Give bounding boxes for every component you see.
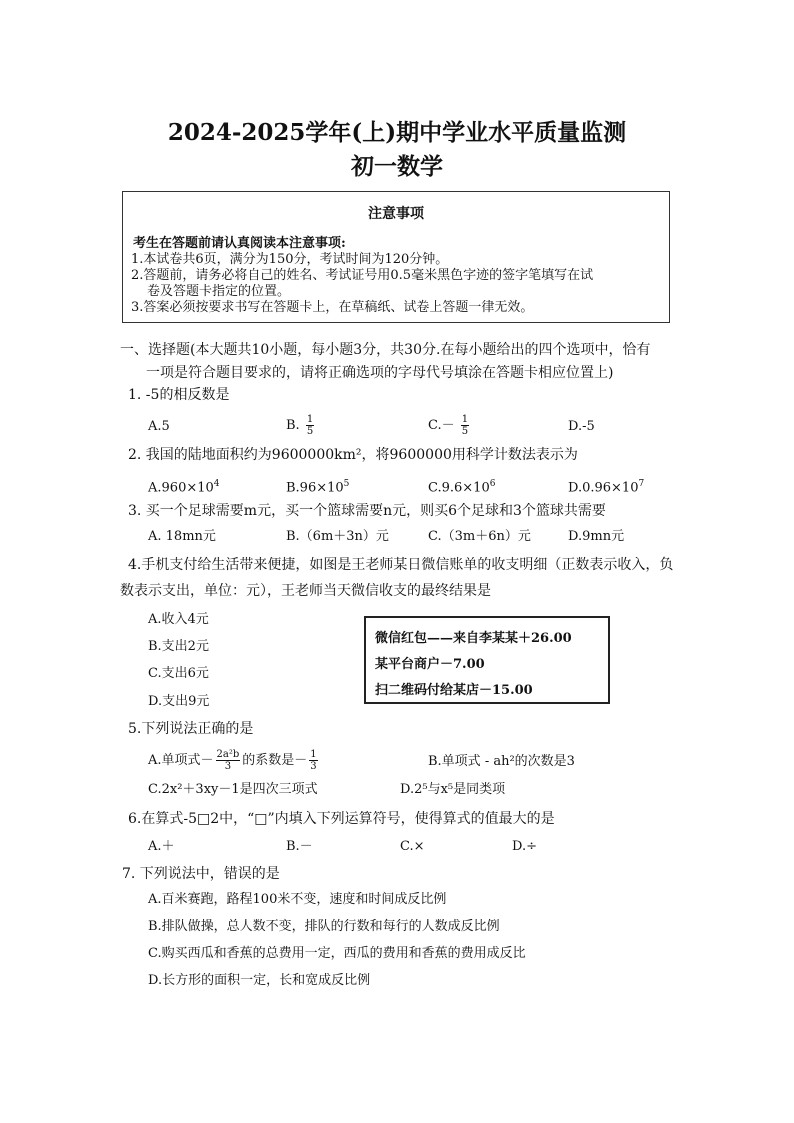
- q5-option-a: [148, 749, 320, 772]
- ledger-row: 微信红包——来自李某某＋26.00: [375, 631, 572, 646]
- q7-option-d: D.长方形的面积一定，长和宽成反比例: [148, 973, 371, 988]
- question-2-stem: 2. 我国的陆地面积约为9600000km²，将9600000用科学计数法表示为: [128, 447, 578, 463]
- notice-box: [122, 191, 670, 323]
- q1-option-b: [286, 414, 316, 437]
- question-7-stem: 7. 下列说法中，错误的是: [122, 866, 280, 882]
- notice-item: 1.本试卷共6页，满分为150分，考试时间为120分钟。: [131, 252, 449, 267]
- denominator: 5: [306, 426, 314, 437]
- q4-option-b: B.支出2元: [148, 639, 209, 654]
- exponent: 5: [343, 479, 350, 489]
- exponent: 7: [638, 479, 645, 489]
- q4-option-a: A.收入4元: [148, 612, 209, 627]
- q6-option-c: C.×: [400, 839, 425, 854]
- ledger-row: 扫二维码付给某店－15.00: [375, 683, 533, 698]
- question-3-stem: 3. 买一个足球需要m元，买一个篮球需要n元，则买6个足球和3个篮球共需要: [128, 503, 606, 519]
- denominator: 5: [461, 426, 469, 437]
- q2-option-a-base: A.960×10: [148, 480, 214, 496]
- section-heading: 一、选择题(本大题共10小题，每小题3分，共30分.在每小题给出的四个选项中，恰有: [120, 342, 651, 358]
- exponent: 6: [489, 479, 496, 489]
- page-subtitle: 初一数学: [351, 153, 443, 180]
- q5-option-b: B.单项式 - ah²的次数是3: [428, 754, 575, 769]
- q6-option-a: A.＋: [148, 839, 175, 854]
- question-4-stem-cont: 数表示支出，单位：元），王老师当天微信收支的最终结果是: [120, 583, 491, 599]
- q3-option-d: D.9mn元: [568, 529, 625, 544]
- q3-option-a: A. 18mn元: [148, 529, 216, 544]
- q6-option-b: B.－: [286, 839, 313, 854]
- page-title: 2024-2025学年(上)期中学业水平质量监测: [167, 119, 627, 146]
- denominator: 3: [224, 761, 232, 772]
- q2-option-c-base: C.9.6×10: [428, 480, 490, 496]
- numerator: 1: [306, 414, 314, 425]
- q1-option-c: [428, 414, 471, 437]
- notice-item: 卷及答题卡指定的位置。: [147, 284, 291, 299]
- numerator: 1: [310, 749, 317, 760]
- fraction: [309, 749, 317, 772]
- q7-option-b: B.排队做操，总人数不变，排队的行数和每行的人数成反比例: [148, 919, 500, 934]
- exponent: 4: [213, 479, 220, 489]
- q7-option-a: A.百米赛跑，路程100米不变，速度和时间成反比例: [148, 892, 447, 907]
- q1-option-b-prefix: B.: [286, 418, 300, 433]
- q2-option-a: [148, 475, 220, 497]
- q2-option-c: [428, 475, 495, 497]
- fraction: [461, 414, 469, 437]
- section-heading-cont: 一项是符合题目要求的，请将正确选项的字母代号填涂在答题卡相应位置上): [146, 365, 614, 381]
- q5-option-a-prefix: A.单项式－: [148, 753, 214, 768]
- notice-lead: 考生在答题前请认真阅读本注意事项:: [133, 236, 346, 251]
- question-5-stem: 5.下列说法正确的是: [128, 721, 254, 737]
- q1-option-d: D.-5: [568, 419, 595, 434]
- q2-option-d: [568, 475, 644, 497]
- notice-item: 2.答题前，请务必将自己的姓名、考试证号用0.5毫米黑色字迹的签字笔填写在试: [131, 268, 594, 283]
- q5-option-a-mid: 的系数是－: [242, 753, 308, 768]
- denominator: 3: [310, 761, 317, 772]
- question-6-stem: 6.在算式-5□2中，“□”内填入下列运算符号，使得算式的值最大的是: [128, 811, 555, 827]
- q4-option-c: C.支出6元: [148, 666, 209, 681]
- notice-item: 3.答案必须按要求书写在答题卡上，在草稿纸、试卷上答题一律无效。: [131, 300, 534, 315]
- fraction: [216, 749, 241, 772]
- q3-option-c: C.（3m＋6n）元: [428, 529, 531, 544]
- ledger-row: 某平台商户－7.00: [375, 657, 485, 672]
- fraction: [306, 414, 314, 437]
- q2-option-d-base: D.0.96×10: [568, 480, 639, 496]
- q6-option-d: D.÷: [512, 839, 537, 854]
- numerator: 1: [461, 414, 469, 425]
- question-1-stem: 1. -5的相反数是: [128, 387, 230, 403]
- q5-option-d: D.2⁵与x⁵是同类项: [400, 782, 506, 797]
- q1-option-c-prefix: C.－: [428, 418, 455, 433]
- q2-option-b-base: B.96×10: [286, 480, 344, 496]
- numerator: 2a²b: [216, 749, 240, 760]
- q3-option-b: B.（6m＋3n）元: [286, 529, 389, 544]
- notice-heading: 注意事项: [368, 206, 424, 222]
- q5-option-c: C.2x²＋3xy－1是四次三项式: [148, 782, 318, 797]
- wechat-ledger: [364, 616, 610, 704]
- question-4-stem: 4.手机支付给生活带来便捷，如图是王老师某日微信账单的收支明细（正数表示收入，负: [128, 557, 674, 573]
- q4-option-d: D.支出9元: [148, 694, 210, 709]
- q7-option-c: C.购买西瓜和香蕉的总费用一定，西瓜的费用和香蕉的费用成反比: [148, 946, 526, 961]
- q2-option-b: [286, 475, 349, 497]
- q1-option-a: A.5: [148, 419, 170, 434]
